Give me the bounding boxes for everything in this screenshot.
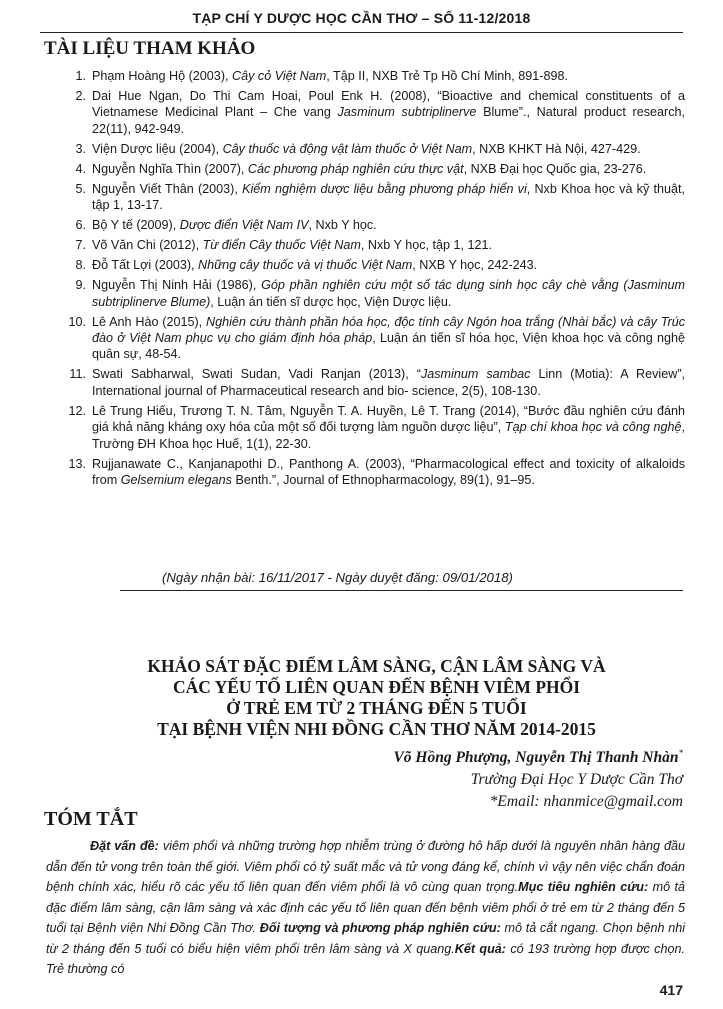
reference-item: 13. Rujjanawate C., Kanjanapothi D., Panthong A. (2003), “Pharmacological effect and toxicity of alkaloids from Gelsemium elegans Benth.”, Journal of Ethnopharmacology, 89(1), 91–95. (68, 456, 685, 488)
reference-item: 9. Nguyễn Thị Ninh Hải (1986), Góp phần nghiên cứu một số tác dụng sinh học cây chè vằng (Jasminum subtriplinerve Blume), Luận án tiến sĩ dược học, Viện Dược liệu. (75, 278, 686, 309)
reference-item: 4. Nguyễn Nghĩa Thìn (2007), Các phương pháp nghiên cứu thực vật, NXB Đại học Quốc gia, 23-276. (75, 161, 647, 176)
reference-item: 6. Bộ Y tế (2009), Dược điển Việt Nam IV, Nxb Y học. (75, 218, 377, 233)
abstract-text: Đặt vấn đề: viêm phổi và những trường hợp nhiễm trùng ở đường hô hấp dưới là nguyên nhân hàng đầu dẫn đến tử vong trên toàn thế giới. Viêm phổi có tỷ suất mắc và tử vong đáng kể, chính vì vậy nên việc chẩn đoán bệnh chính xác, hiểu rõ các yếu tố liên quan đến viêm phổi là vô cùng quan trọng.Mục tiêu nghiên cứu: mô tả đặc điểm lâm sàng, cận lâm sàng và xác định các yếu tố liên quan đến bệnh viêm phổi ở trẻ em từ 2 tháng đến 5 tuổi tại Bệnh viện Nhi Đồng Cần Thơ. Đối tượng và phương pháp nghiên cứu: mô tả cắt ngang. Chọn bệnh nhi từ 2 tháng đến 5 tuổi có biểu hiện viêm phổi trên lâm sàng và X quang.Kết quả: có 193 trường hợp được chọn. Trẻ thường có (46, 839, 685, 976)
article-title (70, 656, 683, 740)
author-mark: * (678, 748, 683, 758)
references-title: TÀI LIỆU THAM KHẢO (44, 38, 256, 59)
title-line: KHẢO SÁT ĐẶC ĐIỂM LÂM SÀNG, CẬN LÂM SÀNG VÀ (147, 656, 606, 676)
title-line: TẠI BỆNH VIỆN NHI ĐỒNG CẦN THƠ NĂM 2014-2015 (157, 719, 596, 739)
reference-item: 11. Swati Sabharwal, Swati Sudan, Vadi Ranjan (2013), “Jasminum sambac Linn (Motia): A Review”, International journal of Pharmaceutical research and bio- science, 2(5), 108-130. (69, 367, 686, 398)
summary-title: TÓM TẮT (44, 808, 138, 830)
page-number: 417 (659, 982, 683, 998)
author-names: Võ Hồng Phượng, Nguyễn Thị Thanh Nhàn (393, 749, 679, 767)
title-line: CÁC YẾU TỐ LIÊN QUAN ĐẾN BỆNH VIÊM PHỔI (172, 677, 581, 697)
affiliation: Trường Đại Học Y Dược Cần Thơ (470, 771, 683, 789)
reference-list (60, 68, 685, 492)
title-line: Ở TRẺ EM TỪ 2 THÁNG ĐẾN 5 TUỔI (226, 698, 527, 718)
author-block (393, 742, 683, 813)
reference-item: 12. Lê Trung Hiếu, Trương T. N. Tâm, Nguyễn T. A. Huyền, Lê T. Trang (2014), “Bước đầu nghiên cứu đánh giá khả năng kháng oxy hóa của một số đối tượng làm nguồn dược liệu”, Tạp chí khoa học và công nghệ, Trường ĐH Khoa học Huế, 1(1), 22-30. (68, 403, 685, 451)
journal-header: TẠP CHÍ Y DƯỢC HỌC CẦN THƠ – SỐ 11-12/2018 (40, 8, 683, 33)
reference-item: 7. Võ Văn Chi (2012), Từ điển Cây thuốc Việt Nam, Nxb Y học, tập 1, 121. (75, 238, 493, 253)
reference-item: 2. Dai Hue Ngan, Do Thi Cam Hoai, Poul Enk H. (2008), “Bioactive and chemical constituents of a Vietnamese Medicinal Plant – Che vang Jasminum subtriplinerve Blume”., Natural product research, 22(11), 942-949. (75, 89, 685, 136)
reference-item: 3. Viện Dược liệu (2004), Cây thuốc và động vật làm thuốc ở Việt Nam, NXB KHKT Hà Nội, 427-429. (75, 141, 641, 156)
received-accepted-dates: (Ngày nhận bài: 16/11/2017 - Ngày duyệt đăng: 09/01/2018) (120, 568, 683, 591)
author-email: *Email: nhanmice@gmail.com (489, 793, 683, 811)
reference-item: 10. Lê Anh Hào (2015), Nghiên cứu thành phần hóa học, độc tính cây Ngón hoa trắng (Nhài bắc) và cây Trúc đào ở Việt Nam phục vụ cho giám định hóa pháp, Luận án tiến sĩ hóa học, Viện khoa học và công nghệ quân sự, 48-54. (68, 314, 685, 362)
reference-item: 1. Phạm Hoàng Hộ (2003), Cây cỏ Việt Nam, Tập II, NXB Trẻ Tp Hồ Chí Minh, 891-898. (75, 69, 569, 83)
reference-item: 8. Đỗ Tất Lợi (2003), Những cây thuốc và vị thuốc Việt Nam, NXB Y học, 242-243. (75, 258, 538, 273)
reference-item: 5. Nguyễn Viết Thân (2003), Kiểm nghiệm dược liệu bằng phương pháp hiển vi, Nxb Khoa học và kỹ thuật, tập 1, 13-17. (75, 181, 685, 213)
